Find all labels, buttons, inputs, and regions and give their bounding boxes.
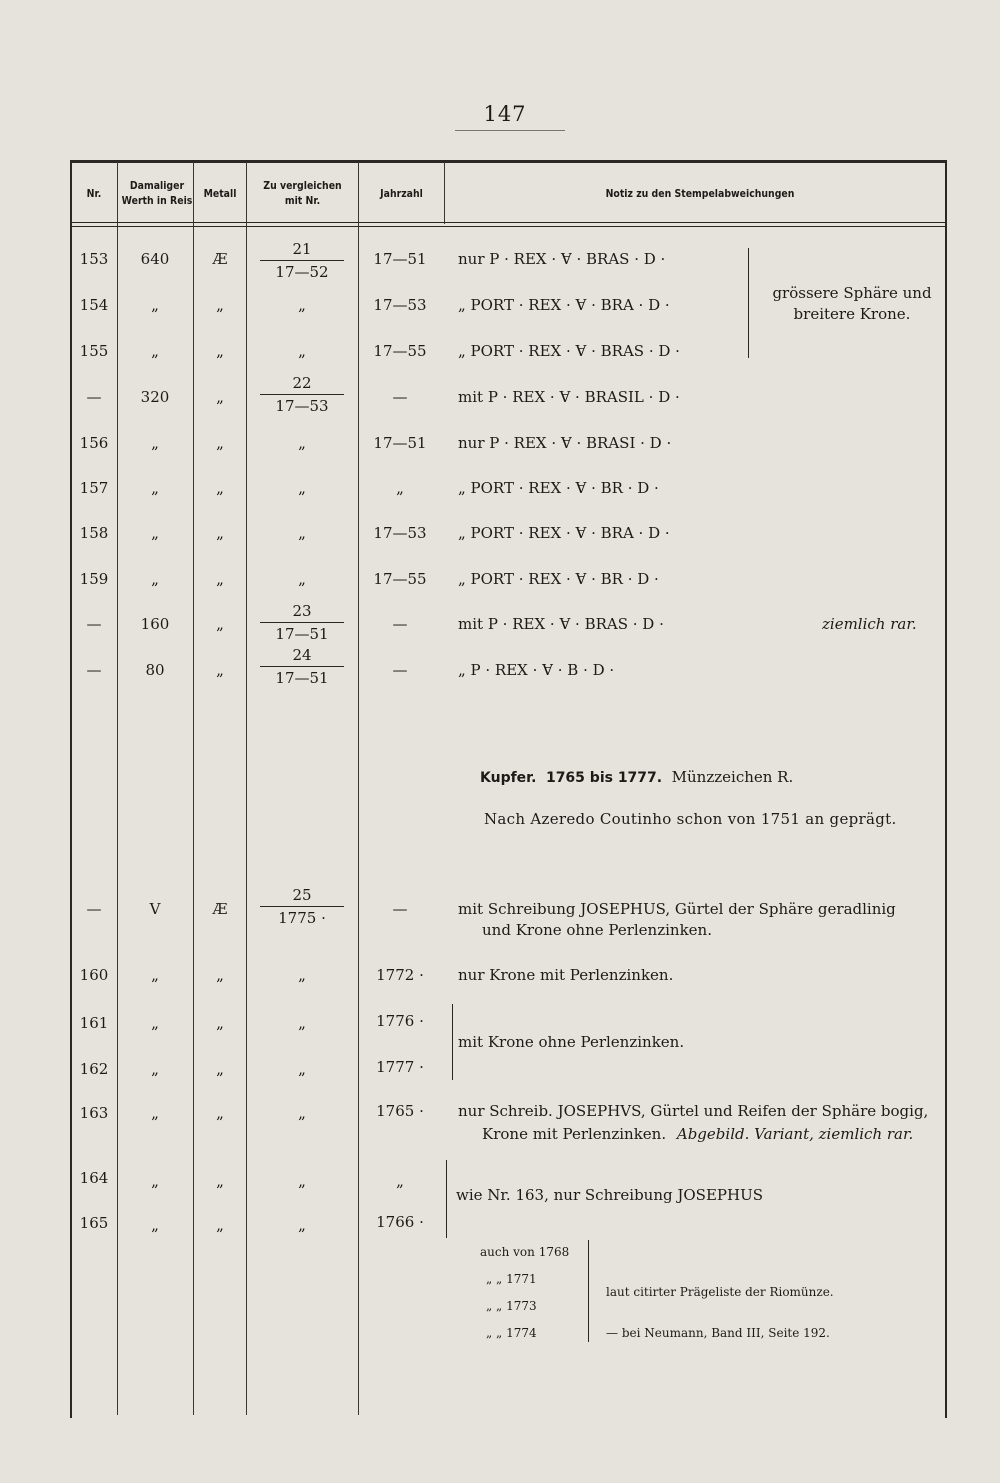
compare-year: 17—53 xyxy=(275,397,329,415)
table-cell-year: 1777 · xyxy=(376,1058,424,1076)
table-cell-nr: — xyxy=(86,900,102,918)
table-cell-metall: „ xyxy=(216,661,224,679)
table-cell-year: 17—55 xyxy=(373,342,427,360)
header-jahrzahl: Jahrzahl xyxy=(380,186,423,200)
compare-year: 17—51 xyxy=(275,669,329,687)
table-cell-reis: „ xyxy=(151,1060,159,1078)
column-divider-jahrzahl xyxy=(444,162,445,224)
table-cell-year: 1766 · xyxy=(376,1213,424,1231)
table-cell-note: nur P · REX · Ɐ · BRAS · D · xyxy=(458,250,666,268)
brace-bracket xyxy=(588,1240,589,1342)
table-cell-metall: „ xyxy=(216,1060,224,1078)
table-cell-metall: „ xyxy=(216,524,224,542)
group-side-note: mit Krone ohne Perlenzinken. xyxy=(458,1033,685,1051)
table-cell-reis: „ xyxy=(151,1216,159,1234)
table-cell-year: „ xyxy=(396,479,404,497)
header-metall: Metall xyxy=(203,186,237,200)
footnote-side-note: — bei Neumann, Band III, Seite 192. xyxy=(606,1326,830,1340)
footnote-line: „ „ 1771 xyxy=(486,1272,537,1286)
table-cell-reis: „ xyxy=(151,1014,159,1032)
table-cell-year: 17—51 xyxy=(373,434,427,452)
table-cell-reis: 160 xyxy=(140,615,170,633)
table-cell-nr: 163 xyxy=(79,1104,109,1122)
table-cell-note: „ PORT · REX · Ɐ · BRA · D · xyxy=(458,296,670,314)
table-cell-metall: „ xyxy=(216,434,224,452)
table-cell-note: „ P · REX · Ɐ · B · D · xyxy=(458,661,615,679)
table-cell-compare: „ xyxy=(298,434,306,452)
table-cell-reis: „ xyxy=(151,296,159,314)
compare-fraction xyxy=(248,646,356,687)
table-cell-nr: — xyxy=(86,388,102,406)
table-cell-nr: 161 xyxy=(79,1014,109,1032)
column-divider-metall xyxy=(246,162,247,1415)
table-cell-nr: 154 xyxy=(79,296,109,314)
table-cell-compare: „ xyxy=(298,296,306,314)
brace-bracket xyxy=(748,248,749,358)
footnote-side-note: laut citirter Prägeliste der Riomünze. xyxy=(606,1285,834,1299)
header-notiz: Notiz zu den Stempelabweichungen xyxy=(605,186,795,200)
table-cell-note: nur Krone mit Perlenzinken. xyxy=(458,966,674,984)
section-heading-years: 1765 bis 1777. xyxy=(545,770,663,786)
table-cell-reis: „ xyxy=(151,434,159,452)
fraction-bar xyxy=(260,622,344,623)
table-cell-compare: „ xyxy=(298,570,306,588)
page-number: 147 xyxy=(483,102,527,126)
table-cell-year: — xyxy=(392,388,408,406)
table-cell-metall: „ xyxy=(216,615,224,633)
table-cell-nr: 159 xyxy=(79,570,109,588)
compare-year: 1775 · xyxy=(278,909,326,927)
table-cell-year: 17—55 xyxy=(373,570,427,588)
table-cell-compare: „ xyxy=(298,524,306,542)
table-cell-compare: „ xyxy=(298,342,306,360)
table-cell-compare: „ xyxy=(298,1060,306,1078)
table-cell-note: „ PORT · REX · Ɐ · BRA · D · xyxy=(458,524,670,542)
table-cell-metall: „ xyxy=(216,296,224,314)
table-cell-nr: 160 xyxy=(79,966,109,984)
table-cell-nr: 157 xyxy=(79,479,109,497)
header-vergleich: Zu vergleichen mit Nr. xyxy=(263,179,342,207)
table-cell-note: „ PORT · REX · Ɐ · BR · D · xyxy=(458,570,659,588)
table-cell-year: 17—53 xyxy=(373,296,427,314)
table-cell-metall: „ xyxy=(216,966,224,984)
table-cell-note: nur P · REX · Ɐ · BRASI · D · xyxy=(458,434,672,452)
section-heading xyxy=(480,768,793,786)
column-divider-nr xyxy=(117,162,118,1415)
table-cell-year: 1776 · xyxy=(376,1012,424,1030)
table-cell-nr: 165 xyxy=(79,1214,109,1232)
footnote-line: auch von 1768 xyxy=(480,1245,570,1259)
table-cell-metall: „ xyxy=(216,1216,224,1234)
table-cell-reis: 80 xyxy=(145,661,165,679)
table-cell-nr: 153 xyxy=(79,250,109,268)
table-cell-note-continuation: und Krone ohne Perlenzinken. xyxy=(482,921,712,939)
brace-bracket xyxy=(452,1004,453,1080)
group-side-note: wie Nr. 163, nur Schreibung JOSEPHUS xyxy=(456,1186,763,1204)
compare-year: 17—51 xyxy=(275,625,329,643)
compare-fraction xyxy=(248,602,356,643)
compare-fraction xyxy=(248,240,356,281)
table-cell-reis: „ xyxy=(151,342,159,360)
table-cell-metall: „ xyxy=(216,479,224,497)
table-cell-reis: „ xyxy=(151,524,159,542)
compare-fraction xyxy=(248,886,356,927)
table-cell-metall: „ xyxy=(216,570,224,588)
header-reis: Damaliger Werth in Reis xyxy=(121,179,193,207)
table-cell-compare: „ xyxy=(298,1172,306,1190)
table-cell-metall: „ xyxy=(216,1172,224,1190)
table-cell-note: mit P · REX · Ɐ · BRASIL · D · xyxy=(458,388,680,406)
table-cell-note: nur Schreib. JOSEPHVS, Gürtel und Reifen der Sphäre bogig, xyxy=(458,1102,929,1120)
compare-number: 21 xyxy=(292,240,312,258)
table-cell-year: — xyxy=(392,661,408,679)
fraction-bar xyxy=(260,394,344,395)
table-cell-year: — xyxy=(392,900,408,918)
table-cell-year: 17—53 xyxy=(373,524,427,542)
table-cell-nr: 155 xyxy=(79,342,109,360)
table-cell-compare: „ xyxy=(298,1014,306,1032)
column-divider-reis xyxy=(193,162,194,1415)
compare-number: 22 xyxy=(292,374,312,392)
rarity-note: Abgebild. Variant, ziemlich rar. xyxy=(676,1125,914,1143)
table-cell-metall: „ xyxy=(216,388,224,406)
note-text: Krone mit Perlenzinken. xyxy=(482,1125,667,1143)
table-cell-note: „ PORT · REX · Ɐ · BR · D · xyxy=(458,479,659,497)
table-cell-reis: V xyxy=(149,900,161,918)
table-cell-reis: „ xyxy=(151,479,159,497)
table-cell-nr: 156 xyxy=(79,434,109,452)
table-cell-note: mit Schreibung JOSEPHUS, Gürtel der Sphäre geradlinig xyxy=(458,900,896,918)
footnote-line: „ „ 1774 xyxy=(486,1326,537,1340)
section-subtitle: Nach Azeredo Coutinho schon von 1751 an geprägt. xyxy=(484,810,897,828)
table-cell-year: 1765 · xyxy=(376,1102,424,1120)
header-nr: Nr. xyxy=(86,186,102,200)
brace-bracket xyxy=(446,1160,447,1238)
footnote-line: „ „ 1773 xyxy=(486,1299,537,1313)
table-cell-nr: 158 xyxy=(79,524,109,542)
column-divider-vergleich xyxy=(358,162,359,1415)
table-cell-compare: „ xyxy=(298,479,306,497)
table-cell-metall: „ xyxy=(216,1014,224,1032)
compare-number: 25 xyxy=(292,886,312,904)
table-cell-year: 17—51 xyxy=(373,250,427,268)
table-cell-reis: „ xyxy=(151,570,159,588)
compare-fraction xyxy=(248,374,356,415)
compare-year: 17—52 xyxy=(275,263,329,281)
fraction-bar xyxy=(260,260,344,261)
fraction-bar xyxy=(260,666,344,667)
page-number-rule xyxy=(455,130,565,131)
fraction-bar xyxy=(260,906,344,907)
rarity-note: ziemlich rar. xyxy=(822,615,917,633)
compare-number: 24 xyxy=(292,646,312,664)
table-cell-compare: „ xyxy=(298,1104,306,1122)
table-cell-metall: Æ xyxy=(212,900,228,918)
table-cell-compare: „ xyxy=(298,1216,306,1234)
table-cell-year: 1772 · xyxy=(376,966,424,984)
group-side-note: grössere Sphäre und breitere Krone. xyxy=(772,284,932,323)
table-cell-note-continuation xyxy=(482,1125,913,1143)
table-cell-nr: — xyxy=(86,661,102,679)
table-cell-year: „ xyxy=(396,1172,404,1190)
table-cell-reis: „ xyxy=(151,1104,159,1122)
table-cell-note: „ PORT · REX · Ɐ · BRAS · D · xyxy=(458,342,680,360)
table-cell-reis: 320 xyxy=(140,388,170,406)
compare-number: 23 xyxy=(292,602,312,620)
table-cell-nr: — xyxy=(86,615,102,633)
table-cell-year: — xyxy=(392,615,408,633)
section-heading-metal: Kupfer. xyxy=(480,770,537,786)
header-rule xyxy=(70,222,945,227)
table-cell-metall: „ xyxy=(216,1104,224,1122)
table-cell-metall: „ xyxy=(216,342,224,360)
table-cell-compare: „ xyxy=(298,966,306,984)
table-cell-metall: Æ xyxy=(212,250,228,268)
table-cell-reis: „ xyxy=(151,966,159,984)
section-heading-mint: Münzzeichen R. xyxy=(671,768,794,786)
table-cell-nr: 164 xyxy=(79,1169,109,1187)
table-cell-note: mit P · REX · Ɐ · BRAS · D · xyxy=(458,615,664,633)
table-cell-reis: „ xyxy=(151,1172,159,1190)
table-cell-reis: 640 xyxy=(140,250,170,268)
table-cell-nr: 162 xyxy=(79,1060,109,1078)
